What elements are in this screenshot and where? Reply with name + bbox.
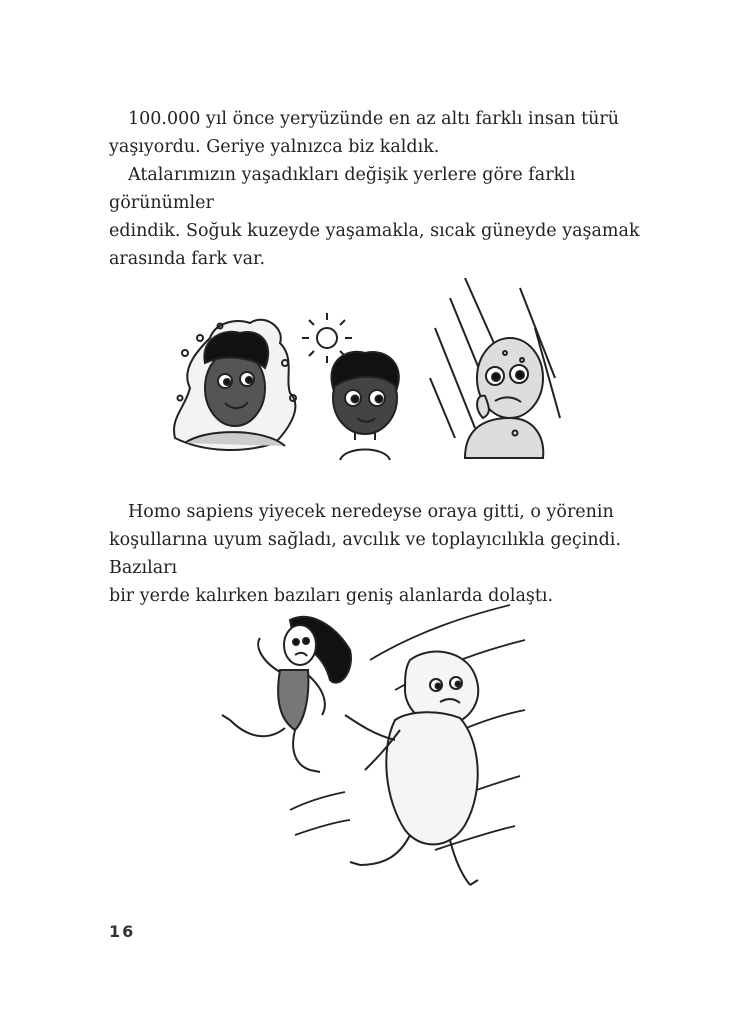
climate-people-illustration: [165, 268, 565, 468]
paragraph-1-line-2: yaşıyordu. Geriye yalnızca biz kaldık.: [109, 137, 440, 157]
curly-haired-person-in-bubbles: [174, 320, 296, 450]
running-person-with-long-hair: [222, 617, 351, 772]
paragraph-3-line-3: bir yerde kalırken bazıları geniş alanlarda dolaştı.: [109, 586, 554, 606]
paragraph-1-line-1: 100.000 yıl önce yeryüzünde en az altı farklı insan türü: [128, 109, 620, 129]
paragraph-2-line-3: arasında fark var.: [109, 249, 266, 269]
paragraph-2: [109, 161, 649, 273]
child-under-sun: [302, 313, 399, 460]
page-number: 16: [109, 922, 136, 941]
pale-person-in-rain: [430, 278, 560, 458]
paragraph-3: [109, 498, 649, 610]
paragraph-3-line-1: Homo sapiens yiyecek neredeyse oraya gitti, o yörenin: [128, 502, 614, 522]
paragraph-2-line-1: Atalarımızın yaşadıkları değişik yerlere göre farklı görünümler: [109, 165, 576, 213]
chase-illustration: [200, 600, 530, 890]
paragraph-2-line-2: edindik. Soğuk kuzeyde yaşamakla, sıcak güneyde yaşamak: [109, 221, 640, 241]
paragraph-1: [109, 105, 649, 161]
furry-creature-chasing: [345, 652, 478, 885]
paragraph-3-line-2: koşullarına uyum sağladı, avcılık ve toplayıcılıkla geçindi. Bazıları: [109, 530, 621, 578]
